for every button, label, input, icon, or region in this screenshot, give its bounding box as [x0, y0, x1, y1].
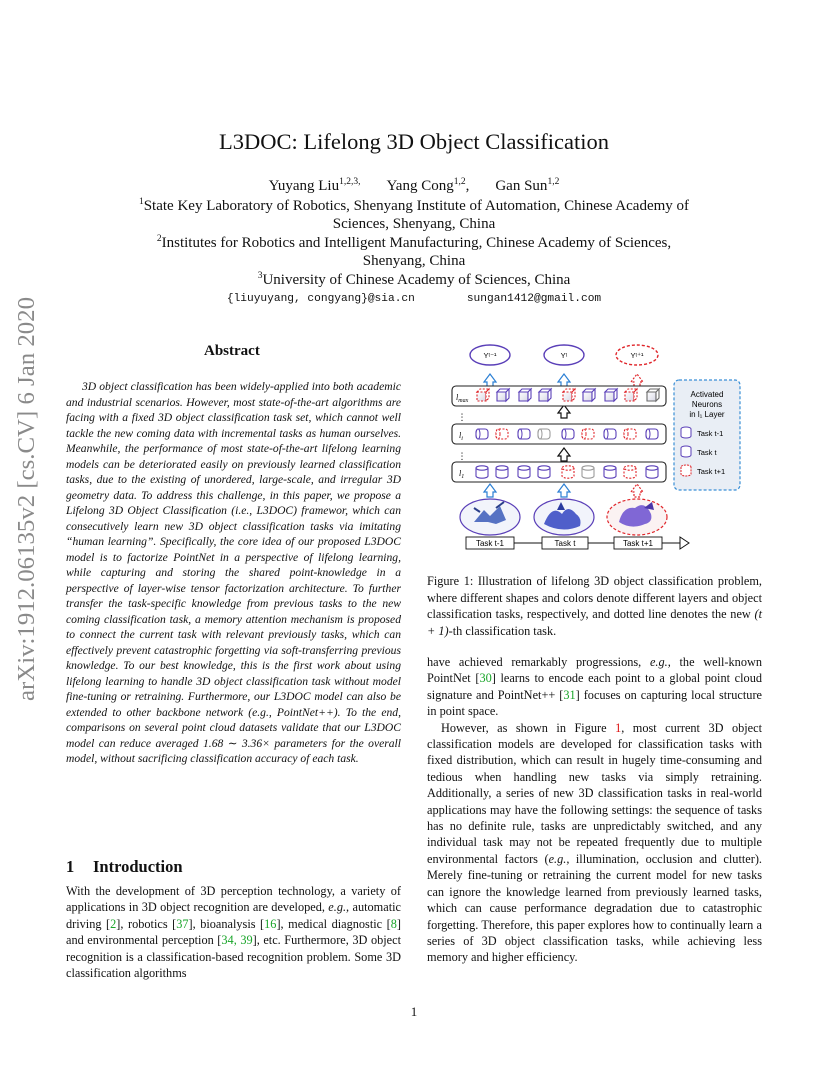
- section-heading: [66, 857, 183, 877]
- caption-math: (t + 1): [427, 607, 762, 638]
- emphasis: e.g.,: [328, 900, 350, 915]
- body-paragraph: However, as shown in Figure 1, most current 3D object classification models are developed for classification tasks with fixed distribution, which can result in hugely time-consuming and tedious when handling new tasks via simply retraining. Additionally, a series of new 3D classification tasks in real-world applications may have the following settings: the sequence of tasks has no definite rule, tasks are unpredictably switched, and any individual task may not be repeated frequently due to multiple environmental factors (e.g., illumination, occlusion and clutter). Merely fine-tuning or retraining the current model for new tasks can ignore the knowledge learned from previously learned tasks, which can cause performance degradation due to catastrophic forgetting. Therefore, this paper explores how to continually learn a series of 3D object classification tasks, while achieving less memory and higher efficiency.: [427, 720, 763, 965]
- cube-neuron-icon: [605, 389, 617, 401]
- section-title: Introduction: [93, 857, 183, 876]
- layer-label: $l_i$: [459, 431, 463, 442]
- layer-label: $l_1$: [459, 469, 465, 480]
- up-arrow-icon: [631, 374, 643, 387]
- citation-link[interactable]: 31: [563, 687, 576, 702]
- email-right[interactable]: sungan1412@gmail.com: [466, 293, 602, 305]
- figure-caption: [427, 573, 762, 639]
- affiliation-sup: 2: [156, 234, 162, 244]
- author-sup: 1,2,3,: [339, 177, 361, 187]
- drum-neuron-icon: [538, 466, 550, 478]
- cylinder-neuron-icon: [624, 429, 636, 439]
- caption-label: Figure 1:: [427, 574, 474, 588]
- cube-neuron-icon: [539, 389, 551, 401]
- affiliation-line: Shenyang, China: [362, 253, 466, 269]
- cylinder-neuron-icon: [562, 429, 574, 439]
- caption-text: -th classification task.: [448, 623, 557, 638]
- up-arrow-icon: [484, 484, 496, 497]
- right-column-body: [427, 654, 762, 966]
- legend-item-curr: [681, 446, 718, 457]
- cylinder-neuron-icon: [538, 429, 550, 439]
- abstract-text: 3D object classification has been widely-applied into both academic and industrial scenarios. However, most state-of-the-art algorithms are facing with a fixed 3D object classification task set, which cannot well tackle the new coming data with incremental tasks as human ourselves. Meanwhile, the performance of most state-of-the-art lifelong learning models can be deteriorated easily on previously learned classification tasks, due to the existing of unordered, large-scale, and irregular 3D geometry data. To address this challenge, in this paper, we propose a Lifelong 3D Object Classification (i.e., L3DOC) framewor, which can consecutively learn new 3D object classification tasks via imitating “human learning”. Specifically, the core idea of our proposed L3DOC model is to factorize PointNet in a perspective of lifelong learning, while capturing and storing the shared point-knowledge in a perspective of layer-wise tensor factorization architecture. To further transfer the task-specific knowledge from previous tasks to the new coming classification task, a memory attention mechanism is proposed to connect the current task with relevant previously tasks, which can effectively prevent catastrophic forgetting via soft-transferring previous knowledge. To our best knowledge, this is the first work about using lifelong learning to handle 3D object classification task without model fine-tuning or retraining. Furthermore, our L3DOC model can also be extended to other backbone network (e.g., PointNet++). To the end, comparisons on several point cloud datasets validate that our L3DOC model can reduce averaged 1.68 ∼ 3.36× parameters for the overall model, without sacrificing classification accuracy of each task.: [66, 380, 401, 765]
- ellipsis-icon: ⋮: [457, 412, 467, 422]
- output-node-next: [616, 345, 658, 365]
- author-line: Yuyang Liu$^{1,2,3,}$ Yang Cong$^{1,2}$, Gan Sun$^{1,2}$: [268, 177, 560, 194]
- cylinder-neuron-icon: [476, 429, 488, 439]
- citation-link[interactable]: 2: [110, 916, 117, 931]
- author-sup: 1,2: [547, 177, 560, 187]
- cylinder-neuron-icon: [518, 429, 530, 439]
- output-label: Yᵗ: [560, 351, 568, 360]
- emphasis: e.g.,: [548, 851, 570, 866]
- figure-1: [444, 344, 744, 556]
- output-node-curr: [544, 345, 584, 365]
- cube-neuron-icon: [519, 389, 531, 401]
- email-left[interactable]: {liuyuyang, congyang}@sia.cn: [226, 293, 415, 305]
- legend-label: Task t+1: [697, 467, 726, 476]
- intro-paragraph: With the development of 3D perception technology, a variety of applications in 3D object recognition are developed, e.g., automatic driving [2], robotics [37], bioanalysis [16], medical diagnostic [8] and environmental perception [34, 39], etc. Furthermore, 3D object recognition is a classification-based recognition problem. Some 3D classification algorithms: [66, 884, 402, 981]
- affiliation-line: Institutes for Robotics and Intelligent Manufacturing, Chinese Academy of Sciences,: [161, 235, 672, 251]
- layer-lmax: [452, 386, 666, 406]
- cube-neuron-icon: [583, 389, 595, 401]
- cube-neuron-icon: [477, 389, 489, 401]
- drum-neuron-icon: [604, 466, 616, 478]
- email-line: [0, 293, 828, 305]
- up-arrow-icon: [558, 374, 570, 387]
- task-label: Task t: [554, 539, 576, 548]
- task-label: Task t-1: [475, 539, 505, 548]
- drum-neuron-icon: [476, 466, 488, 478]
- figure-ref-link[interactable]: 1: [615, 720, 622, 735]
- up-arrow-icon: [558, 448, 570, 461]
- affiliation-3: [0, 271, 828, 289]
- cube-neuron-icon: [563, 389, 575, 401]
- legend-label: Task t-1: [697, 429, 724, 438]
- cylinder-neuron-icon: [582, 429, 594, 439]
- up-arrow-icon: [558, 484, 570, 497]
- legend-item-next: [681, 465, 725, 476]
- cylinder-neuron-icon: [646, 429, 658, 439]
- layer-li: [452, 424, 666, 444]
- author-name: Gan Sun: [495, 178, 548, 194]
- author-sup: 1,2: [453, 177, 466, 187]
- emphasis: e.g.,: [649, 655, 671, 669]
- affiliation-sup: 3: [257, 271, 263, 281]
- drum-neuron-icon: [624, 466, 636, 478]
- legend-title: Activated: [690, 390, 724, 399]
- affiliation-line: State Key Laboratory of Robotics, Shenyang Institute of Automation, Chinese Academy of: [143, 198, 690, 214]
- cylinder-neuron-icon: [604, 429, 616, 439]
- affiliation-line: University of Chinese Academy of Sciences, China: [262, 272, 571, 288]
- affiliation-line: Sciences, Shenyang, China: [332, 216, 496, 232]
- citation-link[interactable]: 34, 39: [221, 933, 253, 948]
- author-name: Yang Cong: [386, 178, 454, 194]
- affiliation-1-cont: [0, 216, 828, 233]
- author-name: Yuyang Liu: [268, 178, 340, 194]
- drum-neuron-icon: [646, 466, 658, 478]
- legend-box: [674, 380, 740, 490]
- cube-neuron-icon: [625, 389, 637, 401]
- up-arrow-icon: [558, 405, 570, 418]
- task-timeline: [466, 537, 689, 549]
- arxiv-stamp: [2, 296, 46, 702]
- citation-link[interactable]: 30: [479, 671, 492, 686]
- affiliation-sup: 1: [138, 197, 144, 207]
- drum-neuron-icon: [582, 466, 594, 478]
- body-paragraph: have achieved remarkably progressions, e.g., the well-known PointNet [30] learns to encode each point to a global point cloud signature and PointNet++ [31] focuses on capturing local structure in point space.: [427, 655, 762, 719]
- point-cloud-images: [460, 499, 667, 535]
- affiliation-2-cont: [0, 253, 828, 270]
- arxiv-stamp-text: arXiv:1912.06135v2 [cs.CV] 6 Jan 2020: [13, 302, 40, 701]
- drum-neuron-icon: [518, 466, 530, 478]
- layer-label: $l_{max}$: [456, 393, 469, 404]
- task-label: Task t+1: [622, 539, 654, 548]
- section-number: 1: [66, 857, 75, 876]
- abstract-heading: Abstract: [204, 343, 260, 359]
- cube-neuron-icon: [647, 389, 659, 401]
- output-label: Yᵗ⁺¹: [630, 351, 644, 360]
- legend-label: Task t: [697, 448, 717, 457]
- ellipsis-icon: ⋮: [457, 451, 467, 461]
- citation-link[interactable]: 37: [176, 916, 189, 931]
- up-arrow-icon: [631, 484, 643, 497]
- paper-title: L3DOC: Lifelong 3D Object Classification: [219, 129, 609, 154]
- cylinder-neuron-icon: [496, 429, 508, 439]
- page-number: 1: [410, 1004, 418, 1019]
- drum-neuron-icon: [562, 466, 574, 478]
- caption-text: Illustration of lifelong 3D object classification problem, where different shapes and colors denote different layers and object classification tasks, respectively, and dotted line denotes the new: [427, 574, 762, 621]
- legend-item-prev: [681, 427, 723, 438]
- output-label: Yᵗ⁻¹: [483, 351, 497, 360]
- layer-l1: [452, 462, 666, 482]
- legend-title: in l₁ Layer: [689, 410, 725, 419]
- affiliation-1: [0, 197, 828, 215]
- citation-link[interactable]: 8: [390, 916, 397, 931]
- drum-neuron-icon: [496, 466, 508, 478]
- up-arrow-icon: [484, 374, 496, 387]
- cube-neuron-icon: [497, 389, 509, 401]
- citation-link[interactable]: 16: [264, 916, 277, 931]
- affiliation-2: [0, 234, 828, 252]
- output-node-prev: [470, 345, 510, 365]
- legend-title: Neurons: [691, 400, 723, 409]
